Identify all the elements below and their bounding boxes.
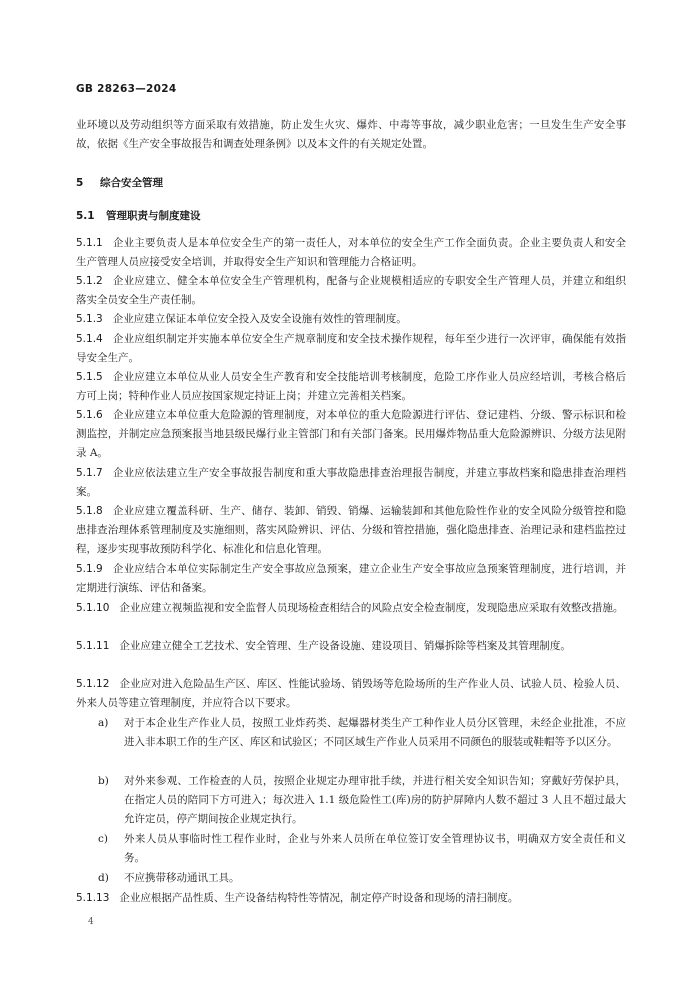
list-item-c [98,830,626,868]
clause-text: 企业应建立本单位重大危险源的管理制度，对本单位的重大危险源进行评估、登记建档、分级、警示标识和检测监控，并制定应急预案报当地县级民爆行业主管部门和有关部门备案。民用爆炸物品重大危险源辨识、分级方法见附录 A。 [76,409,626,459]
clause-5-1-12 [76,675,626,713]
standard-number-header: GB 28263—2024 [76,83,177,95]
list-item-b [98,772,626,829]
clause-number: 5.1.10 [76,602,110,614]
clause-5-1-3 [76,310,626,329]
section-heading [76,175,163,190]
subsection-title: 管理职责与制度建设 [106,210,201,222]
clause-5-1-13 [76,889,626,908]
clause-number: 5.1.7 [76,467,103,479]
clause-5-1-10 [76,599,626,618]
list-marker: a) [98,717,109,729]
intro-paragraph: 业环境以及劳动组织等方面采取有效措施，防止发生火灾、爆炸、中毒等事故，减少职业危害；一旦发生生产安全事故，依据《生产安全事故报告和调查处理条例》以及本文件的有关规定处置。 [76,119,626,150]
clause-5-1-5 [76,368,626,406]
clause-text: 企业应建立、健全本单位安全生产管理机构，配备与企业规模相适应的专职安全生产管理人员，并建立和组织落实全员安全生产责任制。 [76,275,626,306]
list-marker: d) [98,872,109,884]
clause-5-1-2 [76,272,626,310]
clause-text: 企业应依法建立生产安全事故报告制度和重大事故隐患排查治理报告制度，并建立事故档案和隐患排查治理档案。 [76,467,626,498]
list-marker: c) [98,833,108,845]
clause-text: 企业应建立健全工艺技术、安全管理、生产设备设施、建设项目、销爆拆除等档案及其管理制度。 [119,640,571,652]
list-item-d [98,869,626,888]
clause-text: 企业应建立覆盖科研、生产、储存、装卸、销毁、销爆、运输装卸和其他危险性作业的安全风险分级管控和隐患排查治理体系管理制度及实施细则，落实风险辨识、评估、分级和管控措施，强化隐患排查、治理记录和建档监控过程，逐步实现事故预防科学化、标准化和信息化管理。 [76,505,626,555]
clause-text: 企业应结合本单位实际制定生产安全事故应急预案，建立企业生产安全事故应急预案管理制度，进行培训，并定期进行演练、评估和备案。 [76,563,626,594]
clause-number: 5.1.9 [76,563,103,575]
list-item-text: 外来人员从事临时性工程作业时，企业与外来人员所在单位签订安全管理协议书，明确双方安全责任和义务。 [124,833,626,864]
clause-number: 5.1.3 [76,313,103,325]
section-title: 综合安全管理 [100,177,163,189]
clause-number: 5.1.1 [76,237,103,249]
clause-number: 5.1.4 [76,333,103,345]
clause-number: 5.1.11 [76,640,110,652]
clause-5-1-4 [76,330,626,368]
section-number: 5 [76,177,84,189]
clause-text: 企业应根据产品性质、生产设备结构特性等情况，制定停产时设备和现场的清扫制度。 [119,892,519,904]
clause-number: 5.1.5 [76,371,103,383]
subsection-heading [76,208,201,223]
page-number: 4 [88,917,94,927]
clause-number: 5.1.2 [76,275,103,287]
clause-number: 5.1.12 [76,678,110,690]
clause-5-1-8 [76,502,626,559]
clause-text: 企业应建立视频监视和安全监督人员现场检查相结合的风险点安全检查制度，发现隐患应采取有效整改措施。 [119,602,624,614]
clause-number: 5.1.6 [76,409,103,421]
clause-5-1-7 [76,464,626,502]
clause-text: 企业应对进入危险品生产区、库区、性能试验场、销毁场等危险场所的生产作业人员、试验人员、检验人员、外来人员等建立管理制度，并应符合以下要求。 [76,678,626,709]
list-item-text: 对外来参观、工作检查的人员，按照企业规定办理审批手续，并进行相关安全知识告知；穿戴好劳保护具，在指定人员的陪同下方可进入；每次进入 1.1 级危险性工(库)房的防护屏障内人数不超过 3 人且不超过最大允许定员，停产期间按企业规定执行。 [124,775,626,825]
list-item-text: 不应携带移动通讯工具。 [124,872,240,884]
clause-text: 企业应建立保证本单位安全投入及安全设施有效性的管理制度。 [112,313,407,325]
clause-5-1-6 [76,406,626,463]
clause-text: 企业应建立本单位从业人员安全生产教育和安全技能培训考核制度，危险工序作业人员应经培训，考核合格后方可上岗；特种作业人员应按国家规定持证上岗；并建立完善相关档案。 [76,371,626,402]
list-marker: b) [98,775,109,787]
subsection-number: 5.1 [76,210,95,222]
list-item-a [98,714,626,752]
clause-number: 5.1.13 [76,892,110,904]
clause-number: 5.1.8 [76,505,103,517]
clause-text: 企业主要负责人是本单位安全生产的第一责任人，对本单位的安全生产工作全面负责。企业主要负责人和安全生产管理人员应接受安全培训，并取得安全生产知识和管理能力合格证明。 [76,237,626,268]
list-item-text: 对于本企业生产作业人员，按照工业炸药类、起爆器材类生产工种作业人员分区管理，未经企业批准，不应进入非本职工作的生产区、库区和试验区；不同区域生产作业人员采用不同颜色的服装或鞋帽等予以区分。 [124,717,626,748]
clause-text: 企业应组织制定并实施本单位安全生产规章制度和安全技术操作规程，每年至少进行一次评审，确保能有效指导安全生产。 [76,333,626,364]
clause-5-1-1 [76,234,626,272]
clause-5-1-9 [76,560,626,598]
clause-5-1-11 [76,637,626,656]
